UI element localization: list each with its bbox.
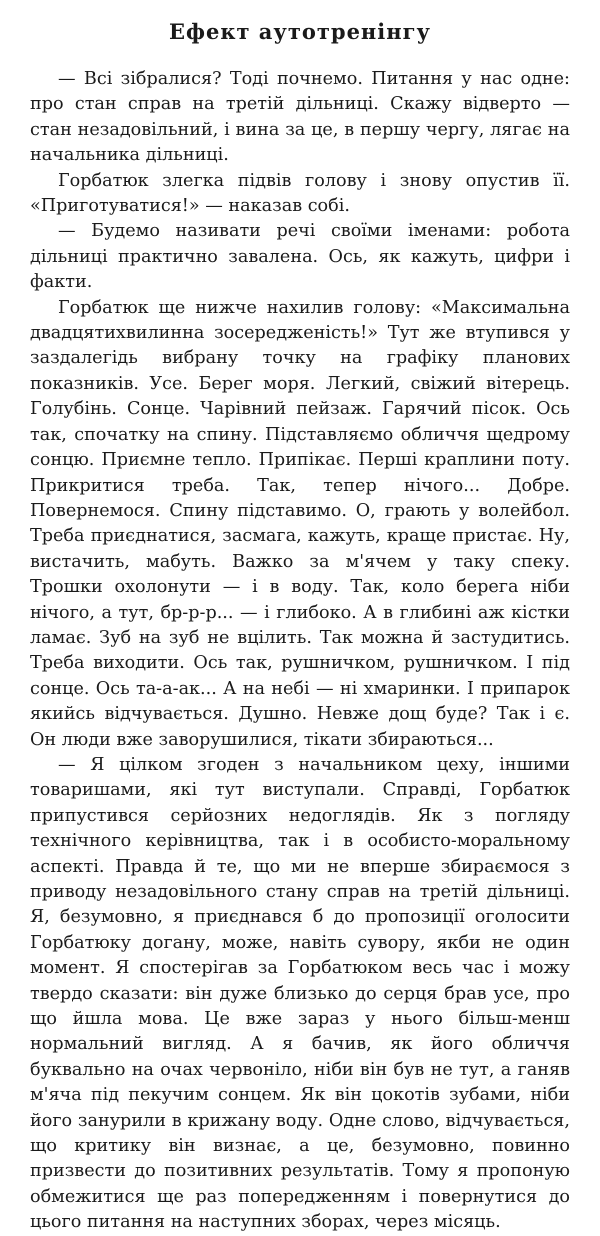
paragraph-1: — Всі зібралися? Тоді почнемо. Питання у нас одне: про стан справ на третій дільниці. Скажу відверто — стан незадовільний, і вина за це, в першу чергу, лягає на начальника дільниці.	[30, 69, 570, 166]
paragraph-2: Горбатюк злегка підвів голову і знову опустив її. «Приготуватися!» — наказав собі.	[30, 170, 570, 217]
paragraph-3: — Будемо називати речі своїми іменами: робота дільниці практично завалена. Ось, як кажуть, цифри і факти.	[30, 221, 570, 293]
paragraph-4: Горбатюк ще нижче нахилив голову: «Максимальна двадцятихвилинна зосередженість!» Тут же втупився у заздалегідь вибрану точку на графіку планових показників. Усе. Берег моря. Легкий, свіжий вітерець. Голубінь. Сонце. Чарівний пейзаж. Гарячий пісок. Ось так, спочатку на спину. Підставляємо обличчя щедрому сонцю. Приємне тепло. Припікає. Перші краплини поту. Прикритися треба. Так, тепер нічого... Добре. Повернемося. Спину підставимо. О, грають у волейбол. Треба приєднатися, засмага, кажуть, краще пристає. Ну, вистачить, мабуть. Важко за м'ячем у таку спеку. Трошки охолонути — і в воду. Так, коло берега ніби нічого, а тут, бр-р-р... — і глибоко. А в глибині аж кістки ламає. Зуб на зуб не вцілить. Так можна й застудитись. Треба виходити. Ось так, рушничком, рушничком. І під сонце. Ось та-а-ак... А на небі — ні хмаринки. І припарок якийсь відчувається. Душно. Невже дощ буде? Так і є. Он люди вже заворушилися, тікати збираються...	[30, 297, 570, 750]
story-title: Ефект аутотренінгу	[169, 19, 431, 44]
paragraph-5: — Я цілком згоден з начальником цеху, іншими товаришами, які тут виступали. Справді, Горбатюк припустився серйозних недоглядів. Як з погляду технічного керівництва, так і в особисто-моральному аспекті. Правда й те, що ми не вперше збираємося з приводу незадовільного стану справ на третій дільниці. Я, безумовно, я приєднався б до пропозиції оголосити Горбатюку догану, може, навіть сувору, якби не один момент. Я спостерігав за Горбатюком весь час і можу твердо сказати: він дуже близько до серця брав усе, про що йшла мова. Це вже зараз у нього більш-менш нормальний вигляд. А я бачив, як його обличчя буквально на очах червоніло, ніби він був не тут, а ганяв м'яча під пекучим сонцем. Як він цокотів зубами, ніби його занурили в крижану воду. Одне слово, відчувається, що критику він визнає, а це, безумовно, повинно призвести до позитивних результатів. Тому я пропоную обмежитися ще раз попередженням і повернутися до цього питання на наступних зборах, через місяць.	[30, 754, 570, 1233]
